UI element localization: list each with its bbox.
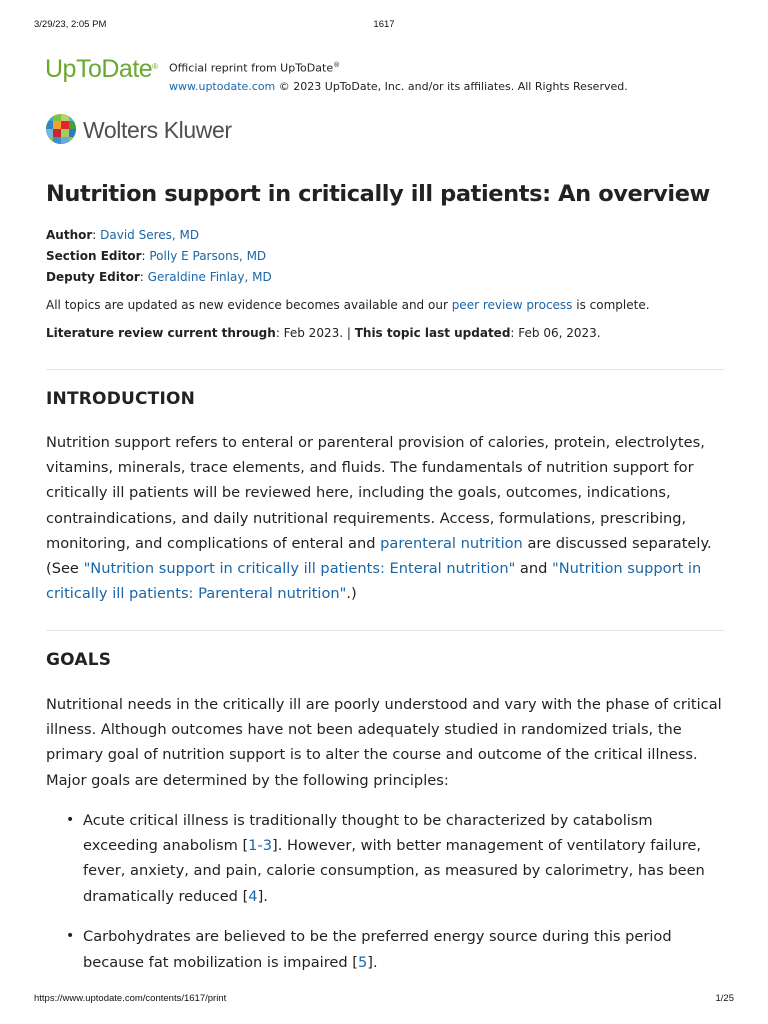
goals-paragraph: Nutritional needs in the critically ill are poorly understood and vary with the phase of critical illness. Although outcomes have not been adequately studied in randomized trials, the primary goal of nutrition support is to alter the course and outcome of the critical illness. Major goals are determined by the following principles: <box>46 696 722 789</box>
bullet-icon: • <box>66 928 75 945</box>
goals-list <box>64 808 724 990</box>
reference-link[interactable]: 5 <box>357 953 368 971</box>
reference-link[interactable]: 1-3 <box>248 837 272 855</box>
list-item: • Acute critical illness is traditionally thought to be characterized by catabolism exceeding anabolism [1-3]. However, with better management of ventilatory failure, fever, anxiety, and pain, calorie consumption, as measured by calorimetry, has been dramatically reduced [4]. <box>64 808 724 909</box>
reprint-line: Official reprint from UpToDate <box>169 61 334 75</box>
wolters-kluwer-globe-icon <box>45 113 77 145</box>
author-link[interactable]: David Seres, MD <box>100 228 200 242</box>
print-url: https://www.uptodate.com/contents/1617/print <box>34 993 227 1004</box>
peer-review-link[interactable]: peer review process <box>451 298 573 312</box>
print-datetime: 3/29/23, 2:05 PM <box>34 19 107 30</box>
wolters-kluwer-wordmark: Wolters Kluwer <box>83 117 232 143</box>
reference-link[interactable]: 4 <box>248 887 258 905</box>
enteral-nutrition-topic-link[interactable]: "Nutrition support in critically ill patients: Enteral nutrition" <box>83 560 516 578</box>
bullet-icon: • <box>66 812 75 828</box>
deputy-editor-row: Deputy Editor: Geraldine Finlay, MD <box>46 270 272 284</box>
page-number: 1/25 <box>715 993 734 1004</box>
reprint-notice: Official reprint from UpToDate® www.uptodate.com © 2023 UpToDate, Inc. and/or its affiliates. All Rights Reserved. <box>169 61 628 93</box>
review-dates: Literature review current through: Feb 2023. | This topic last updated: Feb 06, 2023. <box>46 326 601 340</box>
list-item: • Carbohydrates are believed to be the preferred energy source during this period because fat mobilization is impaired [5]. <box>64 924 724 974</box>
section-editor-row: Section Editor: Polly E Parsons, MD <box>46 249 267 263</box>
uptodate-link[interactable]: www.uptodate.com <box>169 79 276 93</box>
section-divider <box>46 369 724 370</box>
goals-heading: GOALS <box>46 650 112 670</box>
reprint-header <box>45 54 725 94</box>
copyright-text: © 2023 UpToDate, Inc. and/or its affiliates. All Rights Reserved. <box>275 79 628 93</box>
author-row: Author: David Seres, MD <box>46 228 200 242</box>
section-editor-link[interactable]: Polly E Parsons, MD <box>149 249 267 263</box>
section-divider <box>46 630 724 631</box>
wolters-kluwer-logo <box>45 113 305 147</box>
update-note: All topics are updated as new evidence becomes available and our peer review process is complete. <box>46 298 650 312</box>
page-title: Nutrition support in critically ill patients: An overview <box>46 181 710 207</box>
uptodate-logo[interactable]: UpToDate® <box>45 55 158 83</box>
parenteral-nutrition-link[interactable]: parenteral nutrition <box>380 534 523 552</box>
introduction-heading: INTRODUCTION <box>46 389 196 409</box>
parenteral-nutrition-topic-link[interactable]: "Nutrition support in critically ill patients: Parenteral nutrition" <box>46 560 702 603</box>
author-block <box>46 225 272 288</box>
introduction-paragraph: Nutrition support refers to enteral or parenteral provision of calories, protein, electrolytes, vitamins, minerals, trace elements, and fluids. The fundamentals of nutrition support for critically ill patients will be reviewed here, including the goals, outcomes, indications, contraindications, and daily nutritional requirements. Access, formulations, prescribing, monitoring, and complications of enteral and parenteral nutrition are discussed separately. (See "Nutrition support in critically ill patients: Enteral nutrition" and "Nutrition support in critically ill patients: Parenteral nutrition".) <box>46 434 712 603</box>
deputy-editor-link[interactable]: Geraldine Finlay, MD <box>147 270 272 284</box>
print-page-id: 1617 <box>373 19 395 30</box>
